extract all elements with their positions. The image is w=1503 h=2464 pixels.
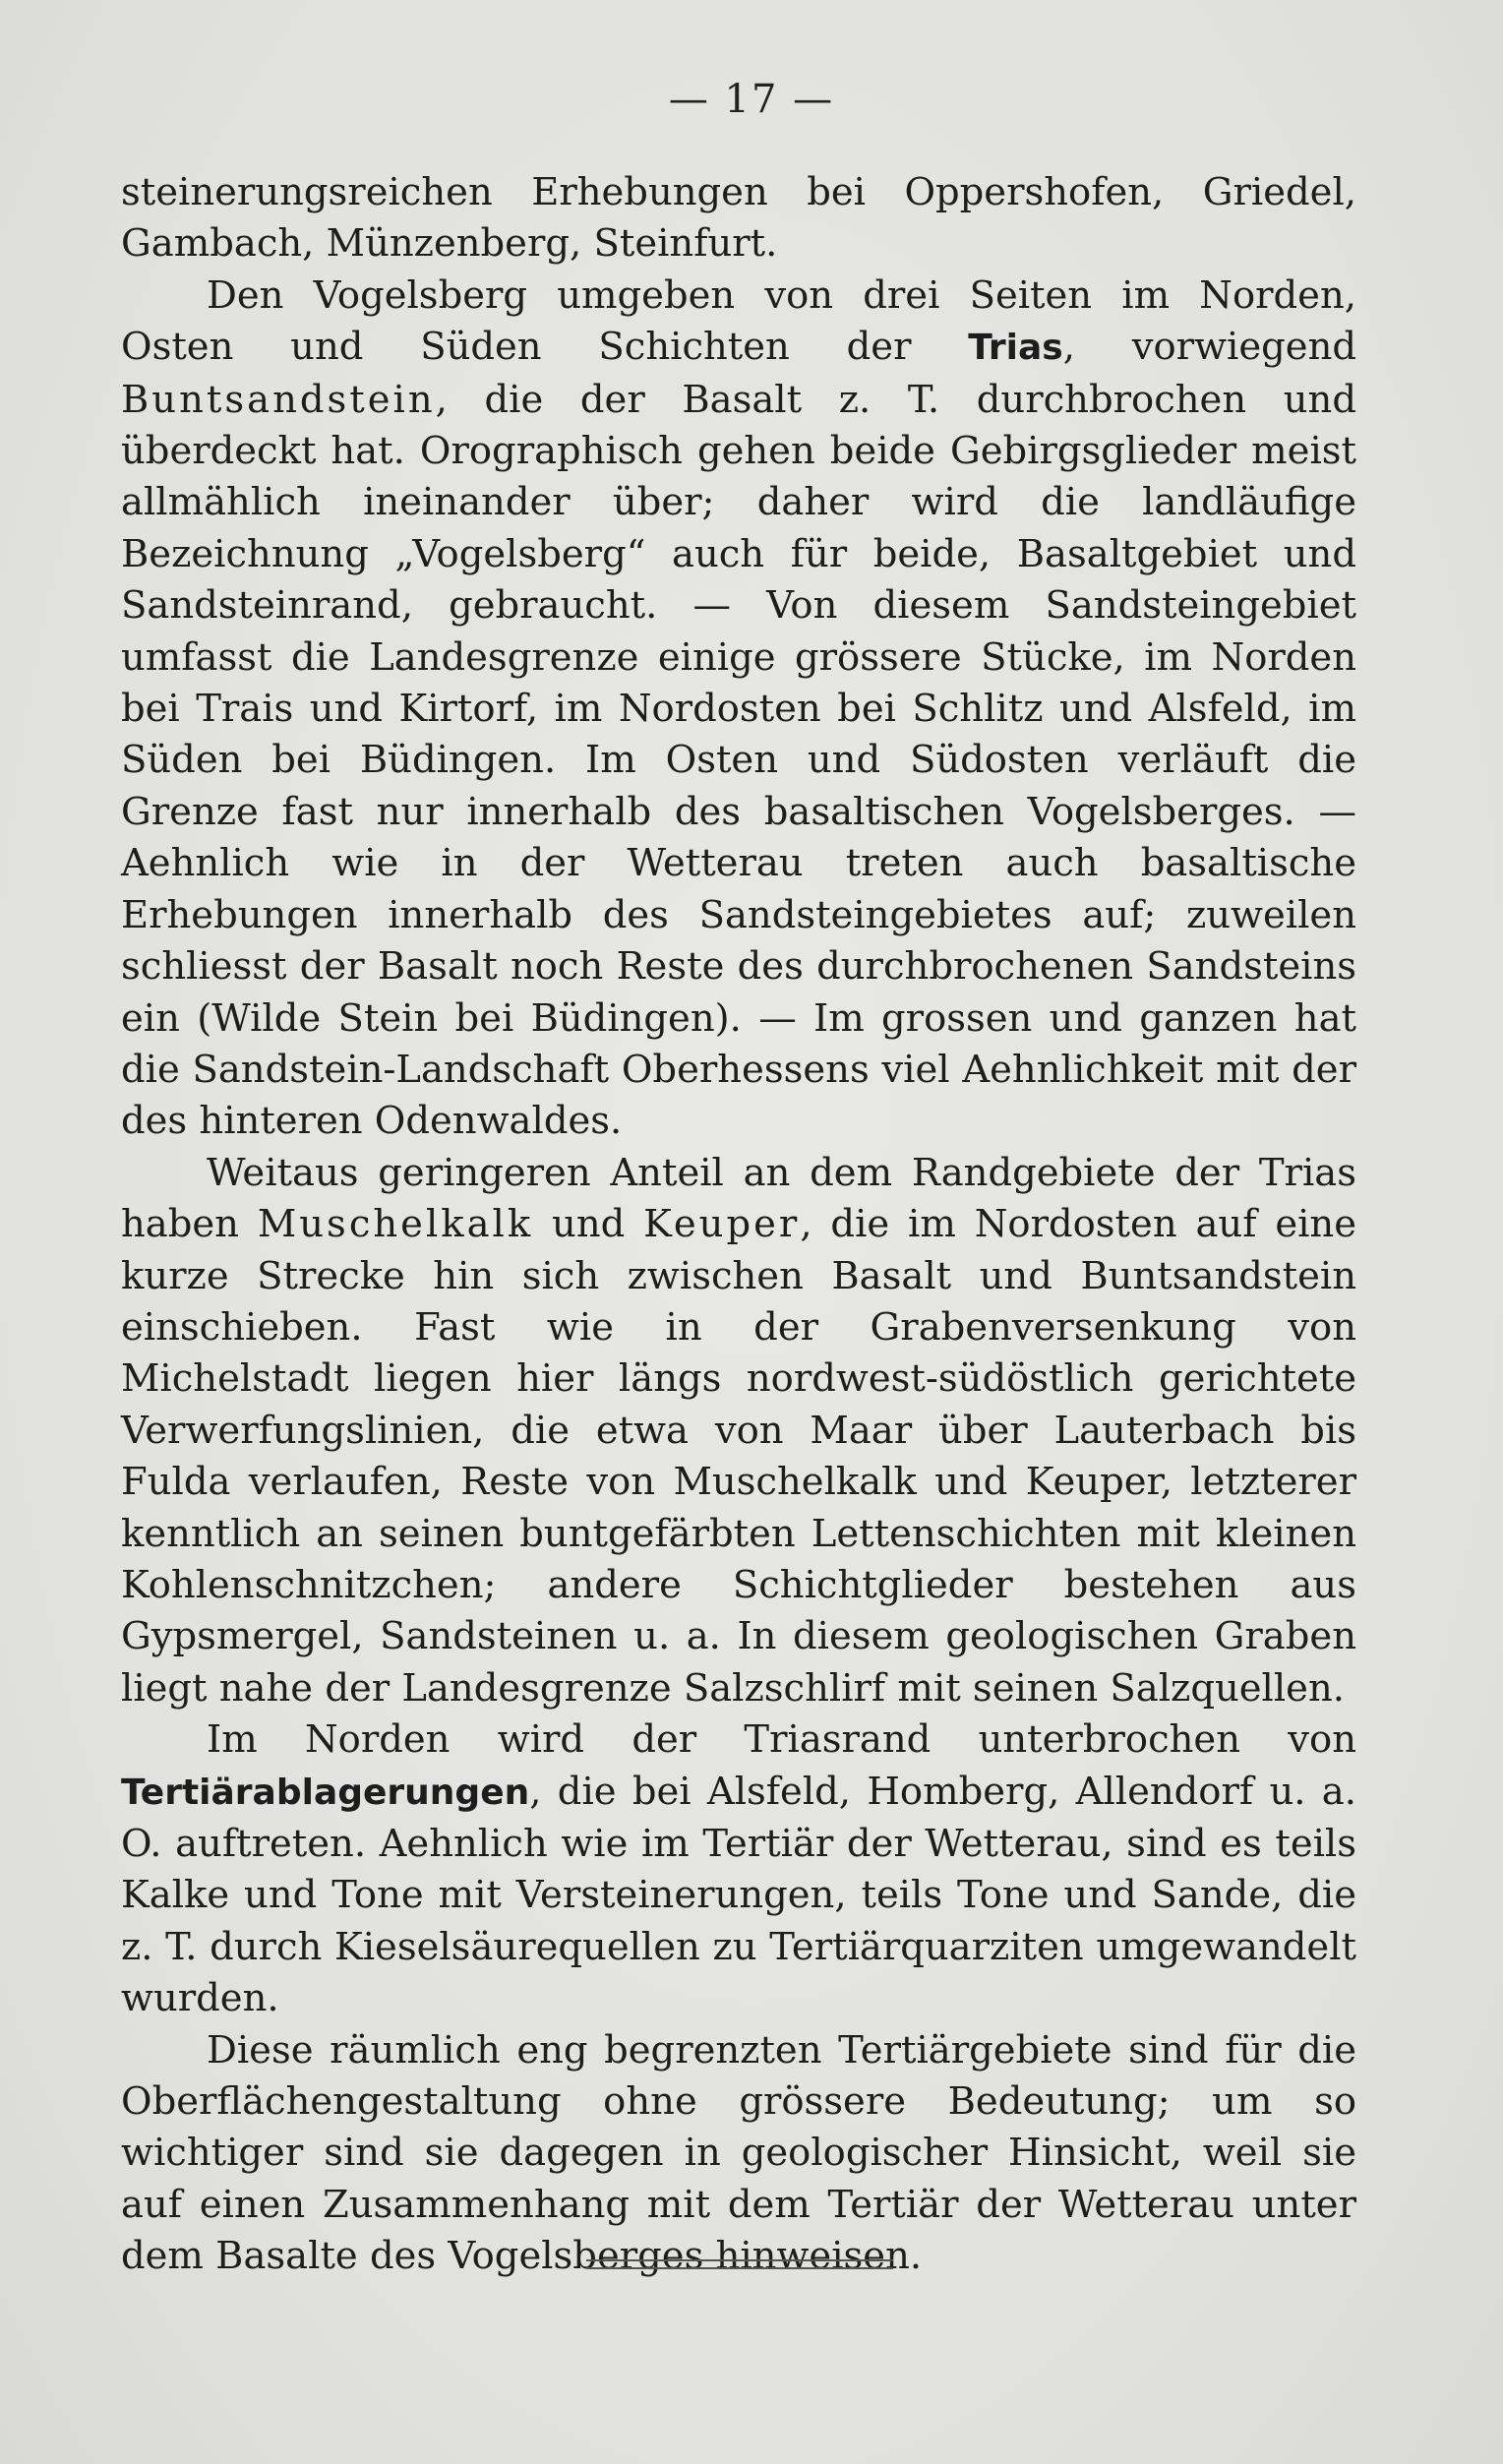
paragraph <box>121 1148 1356 1714</box>
end-divider-rule <box>586 2267 893 2269</box>
spaced-term: Keuper <box>643 1202 801 1247</box>
end-divider-rule <box>586 2259 893 2261</box>
paragraph <box>121 1714 1356 2024</box>
text-segment: und <box>533 1202 644 1247</box>
text-segment: , die im Nordosten auf eine kurze Strecke hin sich zwischen Basalt und Buntsandstein einschieben. Fast wie in der Grabenversenkung von Michelstadt liegen hier längs nordwest-südöstlich gerichtete Verwerfungslinien, die etwa von Maar über Lauterbach bis Fulda verlaufen, Reste von Muschelkalk und Keuper, letzterer kenntlich an seinen buntgefärbten Lettenschichten mit kleinen Kohlenschnitzchen; andere Schichtglieder bestehen aus Gypsmergel, Sandsteinen u. a. In diesem geologischen Graben liegt nahe der Landesgrenze Salzschlirf mit seinen Salzquellen. <box>121 1202 1357 1711</box>
spaced-term: Buntsandstein <box>121 377 436 422</box>
text-segment: steinerungsreichen Erhebungen bei Oppershofen, Griedel, Gambach, Münzenberg, Steinfurt. <box>121 170 1356 267</box>
text-segment: Im Norden wird der Triasrand unterbrochen von <box>207 1717 1356 1763</box>
spaced-term: Muschelkalk <box>257 1202 534 1247</box>
paragraph <box>121 270 1356 1148</box>
paragraph <box>121 167 1356 270</box>
text-segment: Den Vogelsberg umgeben von drei Seiten im Norden, Osten und Süden Schichten der <box>121 272 1356 370</box>
text-segment: Weitaus geringeren Anteil an dem Randgebiete der Trias haben <box>121 1150 1356 1247</box>
text-segment: , die der Basalt z. T. durchbrochen und überdeckt hat. Orographisch gehen beide Gebirgsglieder meist allmählich ineinander über; daher wird die landläufige Bezeichnung „Vogelsberg“ auch für beide, Basaltgebiet und Sandsteinrand, gebraucht. — Von diesem Sandsteingebiet umfasst die Landesgrenze einige grössere Stücke, im Norden bei Trais und Kirtorf, im Nordosten bei Schlitz und Alsfeld, im Süden bei Büdingen. Im Osten und Südosten verläuft die Grenze fast nur innerhalb des basaltischen Vogelsberges. — Aehnlich wie in der Wetterau treten auch basaltische Erhebungen innerhalb des Sandsteingebietes auf; zuweilen schliesst der Basalt noch Reste des durchbrochenen Sandsteins ein (Wilde Stein bei Büdingen). — Im grossen und ganzen hat die Sandstein-Landschaft Oberhessens viel Aehnlichkeit mit der des hinteren Odenwaldes. <box>121 377 1356 1144</box>
page-number: — 17 — <box>668 77 835 122</box>
emphasis-term: Trias <box>968 328 1063 369</box>
text-segment: , die bei Alsfeld, Homberg, Allendorf u. a. O. auftreten. Aehnlich wie im Tertiär der Wetterau, sind es teils Kalke und Tone mit Versteinerungen, teils Tone und Sande, die z. T. durch Kieselsäurequellen zu Tertiärquarziten umgewandelt wurden. <box>121 1769 1356 2021</box>
paragraph <box>121 2025 1356 2283</box>
text-segment: Diese räumlich eng begrenzten Tertiärgebiete sind für die Oberflächengestaltung ohne grössere Bedeutung; um so wichtiger sind sie dagegen in geologischer Hinsicht, weil sie auf einen Zusammenhang mit dem Tertiär der Wetterau unter dem Basalte des Vogelsberges hinweisen. <box>121 2027 1356 2279</box>
body-text <box>121 167 1356 2283</box>
text-segment: , vorwiegend <box>1062 325 1357 370</box>
emphasis-term: Tertiärablagerungen <box>121 1772 530 1813</box>
